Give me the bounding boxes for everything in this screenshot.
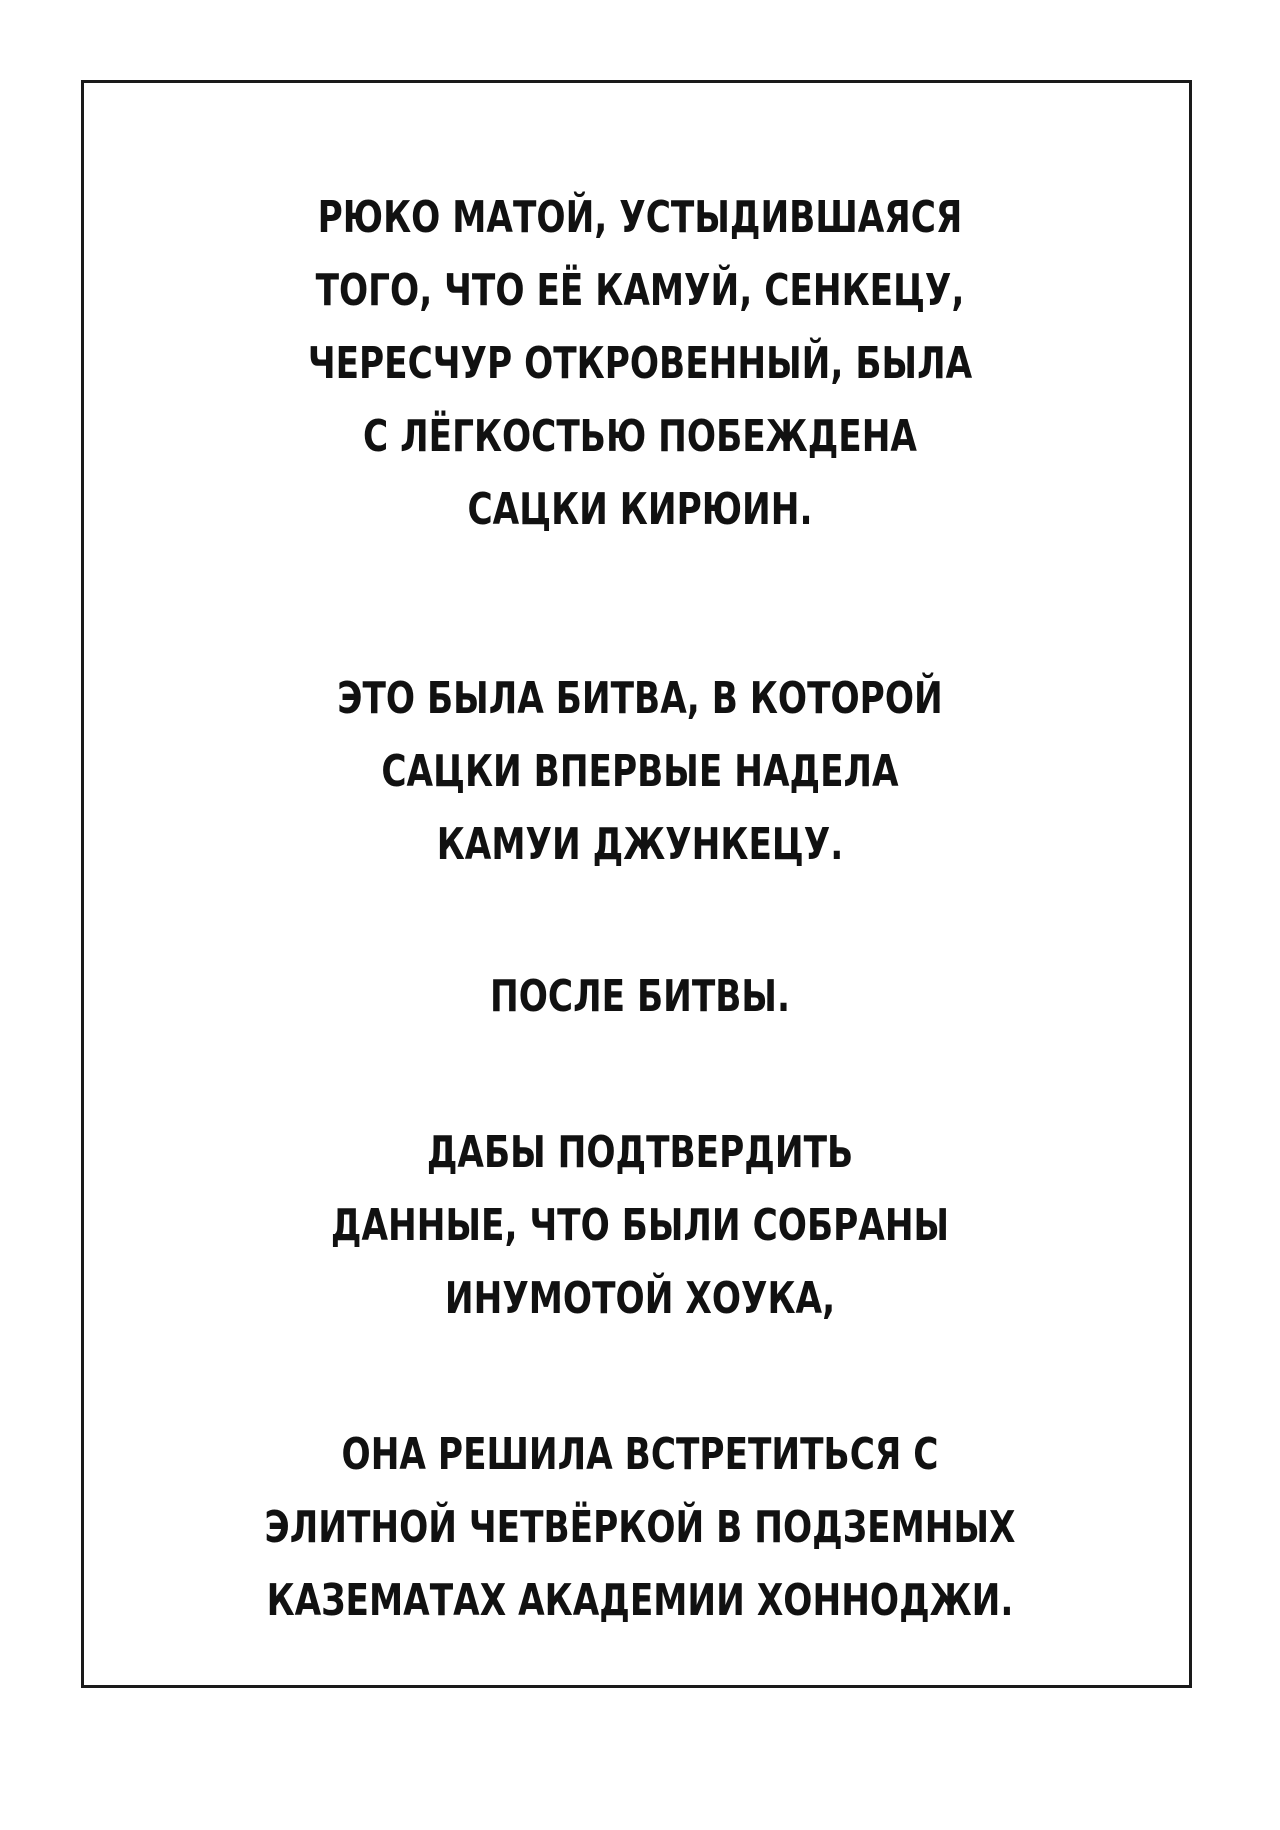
text-line: КАЗЕМАТАХ АКАДЕМИИ ХОННОДЖИ. [266, 1575, 1014, 1626]
text-line: САЦКИ ВПЕРВЫЕ НАДЕЛА [381, 746, 899, 797]
text-line: КАМУИ ДЖУНКЕЦУ. [436, 819, 844, 870]
text-line: ОНА РЕШИЛА ВСТРЕТИТЬСЯ С [341, 1429, 939, 1480]
text-line: ЧЕРЕСЧУР ОТКРОВЕННЫЙ, БЫЛА [307, 338, 973, 389]
paragraph-4 [0, 1116, 1280, 1335]
paragraph-1 [0, 181, 1280, 546]
text-line: ЭЛИТНОЙ ЧЕТВЁРКОЙ В ПОДЗЕМНЫХ [264, 1502, 1016, 1553]
text-line: САЦКИ КИРЮИН. [467, 484, 813, 535]
text-line: ТОГО, ЧТО ЕЁ КАМУЙ, СЕНКЕЦУ, [315, 265, 965, 316]
text-line: ПОСЛЕ БИТВЫ. [489, 971, 791, 1022]
paragraph-5 [0, 1418, 1280, 1637]
paragraph-2 [0, 662, 1280, 881]
text-line: ЭТО БЫЛА БИТВА, В КОТОРОЙ [337, 673, 943, 724]
text-line: ДАННЫЕ, ЧТО БЫЛИ СОБРАНЫ [330, 1200, 950, 1251]
text-line: РЮКО МАТОЙ, УСТЫДИВШАЯСЯ [317, 192, 963, 243]
text-line: ДАБЫ ПОДТВЕРДИТЬ [426, 1127, 854, 1178]
text-line: С ЛЁГКОСТЬЮ ПОБЕЖДЕНА [363, 411, 917, 462]
text-line: ИНУМОТОЙ ХОУКА, [444, 1273, 836, 1324]
paragraph-3 [0, 960, 1280, 1033]
